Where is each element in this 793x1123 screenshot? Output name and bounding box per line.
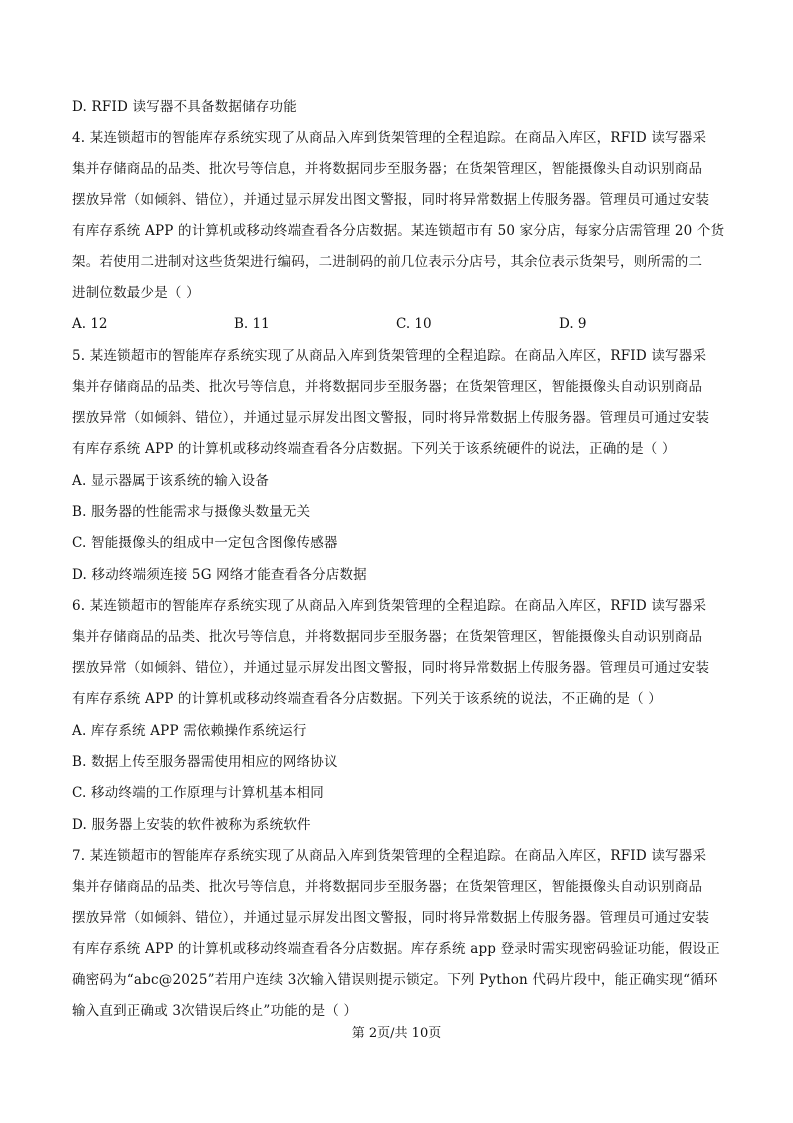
q4-text-line: 摆放异常（如倾斜、错位），并通过显示屏发出图文警报，同时将异常数据上传服务器。管理员可通过安装: [72, 192, 710, 208]
q5-option-b: B. 服务器的性能需求与摄像头数量无关: [72, 504, 311, 520]
q4-text-line: 4. 某连锁超市的智能库存系统实现了从商品入库到货架管理的全程追踪。在商品入库区，RFID 读写器采: [72, 130, 707, 146]
q4-option-c: C. 10: [396, 316, 432, 332]
q4-option-d: D. 9: [559, 316, 587, 332]
q5-text-line: 摆放异常（如倾斜、错位），并通过显示屏发出图文警报，同时将异常数据上传服务器。管理员可通过安装: [72, 410, 710, 426]
q6-option-c: C. 移动终端的工作原理与计算机基本相同: [72, 785, 324, 801]
q6-text-line: 摆放异常（如倾斜、错位），并通过显示屏发出图文警报，同时将异常数据上传服务器。管理员可通过安装: [72, 660, 710, 676]
q4-text-line: 集并存储商品的品类、批次号等信息，并将数据同步至服务器；在货架管理区，智能摄像头自动识别商品: [72, 161, 703, 177]
q7-text-line: 输入直到正确或 3次错误后终止”功能的是（ ）: [72, 1003, 358, 1019]
q6-text-line: 集并存储商品的品类、批次号等信息，并将数据同步至服务器；在货架管理区，智能摄像头自动识别商品: [72, 629, 703, 645]
q6-option-a: A. 库存系统 APP 需依赖操作系统运行: [72, 723, 307, 739]
q4-text-line: 有库存系统 APP 的计算机或移动终端查看各分店数据。某连锁超市有 50 家分店，每家分店需管理 20 个货: [72, 223, 725, 239]
q6-text-line: 有库存系统 APP 的计算机或移动终端查看各分店数据。下列关于该系统的说法，不正确的是（ ）: [72, 691, 662, 707]
q6-text-line: 6. 某连锁超市的智能库存系统实现了从商品入库到货架管理的全程追踪。在商品入库区，RFID 读写器采: [72, 598, 707, 614]
q7-text-line: 集并存储商品的品类、批次号等信息，并将数据同步至服务器；在货架管理区，智能摄像头自动识别商品: [72, 879, 703, 895]
q7-text-line: 摆放异常（如倾斜、错位），并通过显示屏发出图文警报，同时将异常数据上传服务器。管理员可通过安装: [72, 910, 710, 926]
q3-option-d: D. RFID 读写器不具备数据储存功能: [72, 99, 297, 115]
q4-option-b: B. 11: [234, 316, 270, 332]
q4-option-a: A. 12: [72, 316, 108, 332]
q5-option-a: A. 显示器属于该系统的输入设备: [72, 473, 270, 489]
q4-text-line: 进制位数最少是（ ）: [72, 285, 200, 301]
q7-text-line: 7. 某连锁超市的智能库存系统实现了从商品入库到货架管理的全程追踪。在商品入库区，RFID 读写器采: [72, 848, 707, 864]
q6-option-d: D. 服务器上安装的软件被称为系统软件: [72, 817, 311, 833]
q5-text-line: 有库存系统 APP 的计算机或移动终端查看各分店数据。下列关于该系统硬件的说法，正确的是（ ）: [72, 441, 676, 457]
q5-text-line: 集并存储商品的品类、批次号等信息，并将数据同步至服务器；在货架管理区，智能摄像头自动识别商品: [72, 379, 703, 395]
q7-text-line: 确密码为“abc@2025”若用户连续 3次输入错误则提示锁定。下列 Python 代码片段中，能正确实现“循环: [72, 972, 718, 988]
q5-text-line: 5. 某连锁超市的智能库存系统实现了从商品入库到货架管理的全程追踪。在商品入库区，RFID 读写器采: [72, 348, 707, 364]
page-number-footer: 第 2页/共 10页: [351, 1026, 442, 1041]
q6-option-b: B. 数据上传至服务器需使用相应的网络协议: [72, 754, 338, 770]
q5-option-d: D. 移动终端须连接 5G 网络才能查看各分店数据: [72, 567, 367, 583]
q7-text-line: 有库存系统 APP 的计算机或移动终端查看各分店数据。库存系统 app 登录时需实现密码验证功能，假设正: [72, 941, 720, 957]
q5-option-c: C. 智能摄像头的组成中一定包含图像传感器: [72, 535, 338, 551]
q4-text-line: 架。若使用二进制对这些货架进行编码，二进制码的前几位表示分店号，其余位表示货架号，则所需的二: [72, 254, 703, 270]
